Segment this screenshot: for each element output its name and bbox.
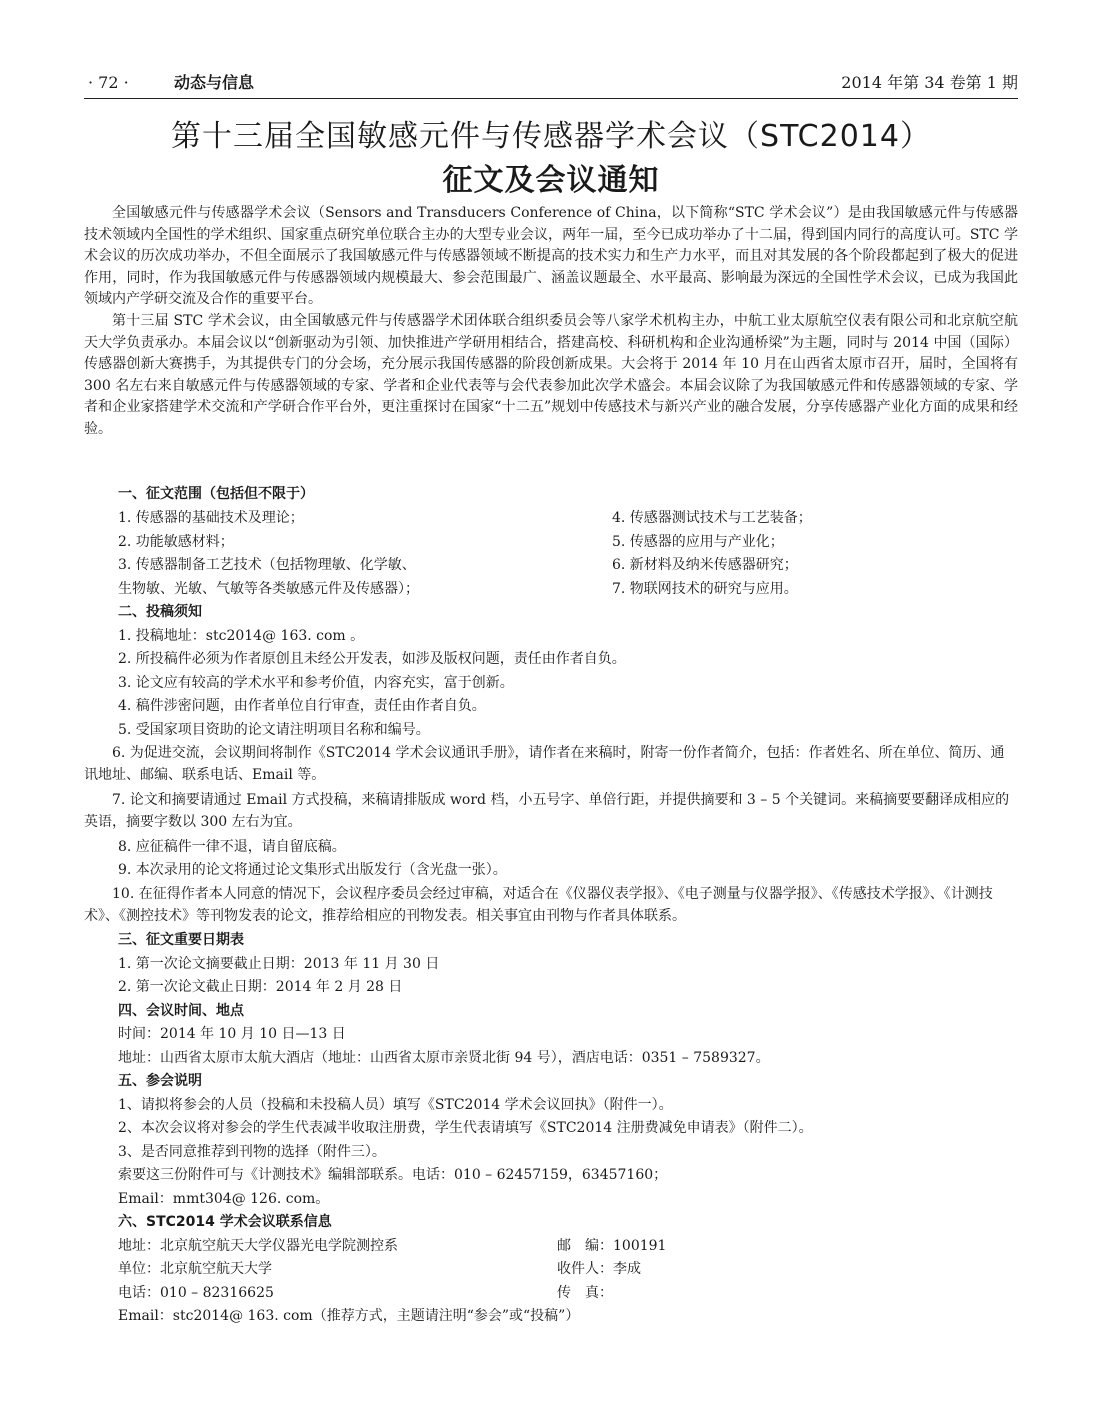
date-item: 1. 第一次论文摘要截止日期：2013 年 11 月 30 日 — [118, 956, 440, 972]
page-number: · 72 · — [88, 73, 129, 92]
contact-email: Email：stc2014@ 163. com（推荐方式，主题请注明“参会”或“投稿”） — [118, 1308, 580, 1324]
submission-item-7-text: 7. 论文和摘要请通过 Email 方式投稿，来稿请排版成 word 档，小五号字、单倍行距，并提供摘要和 3 – 5 个关键词。来稿摘要要翻译成相应的英语，摘要字数以 300 左右为宜。 — [84, 792, 1010, 830]
intro-text — [84, 203, 1018, 441]
attendance-item: 3、是否同意推荐到刊物的选择（附件三）。 — [118, 1144, 386, 1160]
section-name: 动态与信息 — [174, 73, 255, 92]
intro-paragraph-1: 全国敏感元件与传感器学术会议（Sensors and Transducers Conference of China，以下简称“STC 学术会议”）是由我国敏感元件与传感器技术领域内全国性的学术组织、国家重点研究单位联合主办的大型专业会议，两年一届，至今已成功举办了十二届，得到国内同行的高度认可。STC 学术会议的历次成功举办，不但全面展示了我国敏感元件与传感器领域不断提高的技术实力和生产力水平，而且对其发展的各个阶段都起到了极大的促进作用，同时，作为我国敏感元件与传感器领域内规模最大、参会范围最广、涵盖议题最全、水平最高、影响最为深远的全国性学术会议，已成为我国此领域内产学研交流及合作的重要平台。 — [84, 205, 1018, 308]
submission-item: 4. 稿件涉密问题，由作者单位自行审查，责任由作者自负。 — [118, 698, 486, 714]
article-title-line1: 第十三届全国敏感元件与传感器学术会议（STC2014） — [171, 119, 931, 154]
submission-item: 1. 投稿地址：stc2014@ 163. com 。 — [118, 628, 365, 644]
scope-item: 5. 传感器的应用与产业化； — [612, 534, 784, 550]
scope-item: 7. 物联网技术的研究与应用。 — [612, 581, 798, 597]
running-header — [84, 70, 1018, 96]
scope-item: 2. 功能敏感材料； — [118, 534, 234, 550]
section-3-heading: 三、征文重要日期表 — [118, 932, 244, 948]
submission-item-7 — [84, 789, 1018, 833]
attendance-item: 1、请拟将参会的人员（投稿和未投稿人员）填写《STC2014 学术会议回执》（附件一）。 — [118, 1097, 673, 1113]
contact-address: 地址：北京航空航天大学仪器光电学院测控系 — [118, 1238, 398, 1254]
section-1-heading: 一、征文范围（包括但不限于） — [118, 486, 314, 502]
intro-paragraph-2: 第十三届 STC 学术会议，由全国敏感元件与传感器学术团体联合组织委员会等八家学术机构主办，中航工业太原航空仪表有限公司和北京航空航天大学负责承办。本届会议以“创新驱动为引领、加快推进产学研用相结合，搭建高校、科研机构和企业沟通桥梁”为主题，同时与 2014 中国（国际）传感器创新大赛携手，为其提供专门的分会场，充分展示我国传感器的阶段创新成果。大会将于 2014 年 10 月在山西省太原市召开，届时，全国将有 300 名左右来自敏感元件与传感器领域的专家、学者和企业代表等与会代表参加此次学术盛会。本届会议除了为我国敏感元件和传感器领域的专家、学者和企业家搭建学术交流和产学研合作平台外，更注重探讨在国家“十二五”规划中传感技术与新兴产业的融合发展，分享传感器产业化方面的成果和经验。 — [84, 312, 1018, 437]
date-item: 2. 第一次论文截止日期：2014 年 2 月 28 日 — [118, 979, 403, 995]
scope-item: 3. 传感器制备工艺技术（包括物理敏、化学敏、 — [118, 557, 416, 573]
section-2-heading: 二、投稿须知 — [118, 604, 202, 620]
scope-item-continued: 生物敏、光敏、气敏等各类敏感元件及传感器）； — [118, 581, 419, 597]
meeting-time: 时间：2014 年 10 月 10 日—13 日 — [118, 1026, 346, 1042]
scope-item: 6. 新材料及纳米传感器研究； — [612, 557, 798, 573]
issue-info: 2014 年第 34 卷第 1 期 — [841, 73, 1018, 92]
scope-item: 1. 传感器的基础技术及理论； — [118, 510, 304, 526]
section-6-heading: 六、STC2014 学术会议联系信息 — [118, 1214, 332, 1230]
submission-item: 3. 论文应有较高的学术水平和参考价值，内容充实，富于创新。 — [118, 675, 514, 691]
submission-item-10-text: 10. 在征得作者本人同意的情况下，会议程序委员会经过审稿，对适合在《仪器仪表学报》、《电子测量与仪器学报》、《传感技术学报》、《计测技术》、《测控技术》等刊物发表的论文，推荐给相应的刊物发表。相关事宜由刊物与作者具体联系。 — [84, 886, 993, 924]
submission-item-10 — [84, 883, 1018, 927]
header-rule — [84, 98, 1018, 99]
contact-phone: 电话：010 – 82316625 — [118, 1285, 274, 1301]
attendance-email: Email：mmt304@ 126. com。 — [118, 1191, 330, 1207]
contact-recipient: 收件人：李成 — [557, 1261, 641, 1277]
section-4-heading: 四、会议时间、地点 — [118, 1003, 244, 1019]
attendance-item: 2、本次会议将对参会的学生代表减半收取注册费，学生代表请填写《STC2014 注册费减免申请表》（附件二）。 — [118, 1120, 813, 1136]
submission-item: 9. 本次录用的论文将通过论文集形式出版发行（含光盘一张）。 — [118, 862, 507, 878]
contact-postcode: 邮 编：100191 — [557, 1238, 667, 1254]
attendance-contact: 索要这三份附件可与《计测技术》编辑部联系。电话：010 – 62457159，63457160； — [118, 1167, 668, 1183]
article-title-line2: 征文及会议通知 — [442, 163, 660, 198]
contact-unit: 单位：北京航空航天大学 — [118, 1261, 272, 1277]
submission-item: 2. 所投稿件必须为作者原创且未经公开发表，如涉及版权问题，责任由作者自负。 — [118, 651, 626, 667]
submission-item-6 — [84, 742, 1018, 786]
submission-item: 8. 应征稿件一律不退，请自留底稿。 — [118, 839, 346, 855]
submission-item-6-text: 6. 为促进交流，会议期间将制作《STC2014 学术会议通讯手册》，请作者在来稿时，附寄一份作者简介，包括：作者姓名、所在单位、简历、通讯地址、邮编、联系电话、Email 等。 — [84, 745, 1005, 783]
submission-item: 5. 受国家项目资助的论文请注明项目名称和编号。 — [118, 722, 430, 738]
meeting-address: 地址：山西省太原市太航大酒店（地址：山西省太原市亲贤北街 94 号），酒店电话：0351 – 7589327。 — [118, 1050, 770, 1066]
scope-item: 4. 传感器测试技术与工艺装备； — [612, 510, 812, 526]
section-5-heading: 五、参会说明 — [118, 1073, 202, 1089]
contact-fax: 传 真： — [557, 1285, 613, 1301]
